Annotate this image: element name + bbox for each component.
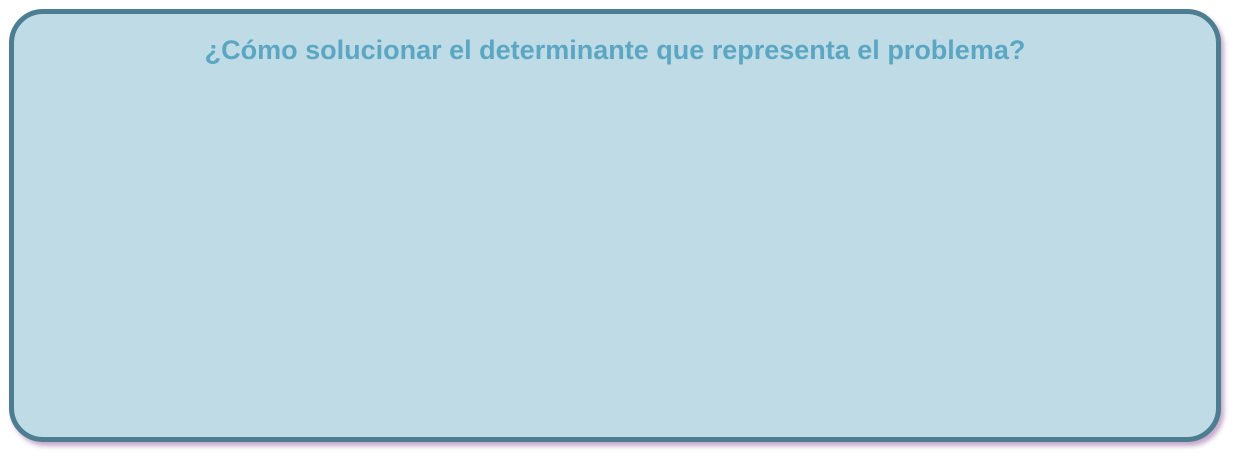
- answer-area[interactable]: [44, 86, 1186, 413]
- question-title: ¿Cómo solucionar el determinante que representa el problema?: [204, 35, 1026, 65]
- question-panel: [9, 9, 1221, 442]
